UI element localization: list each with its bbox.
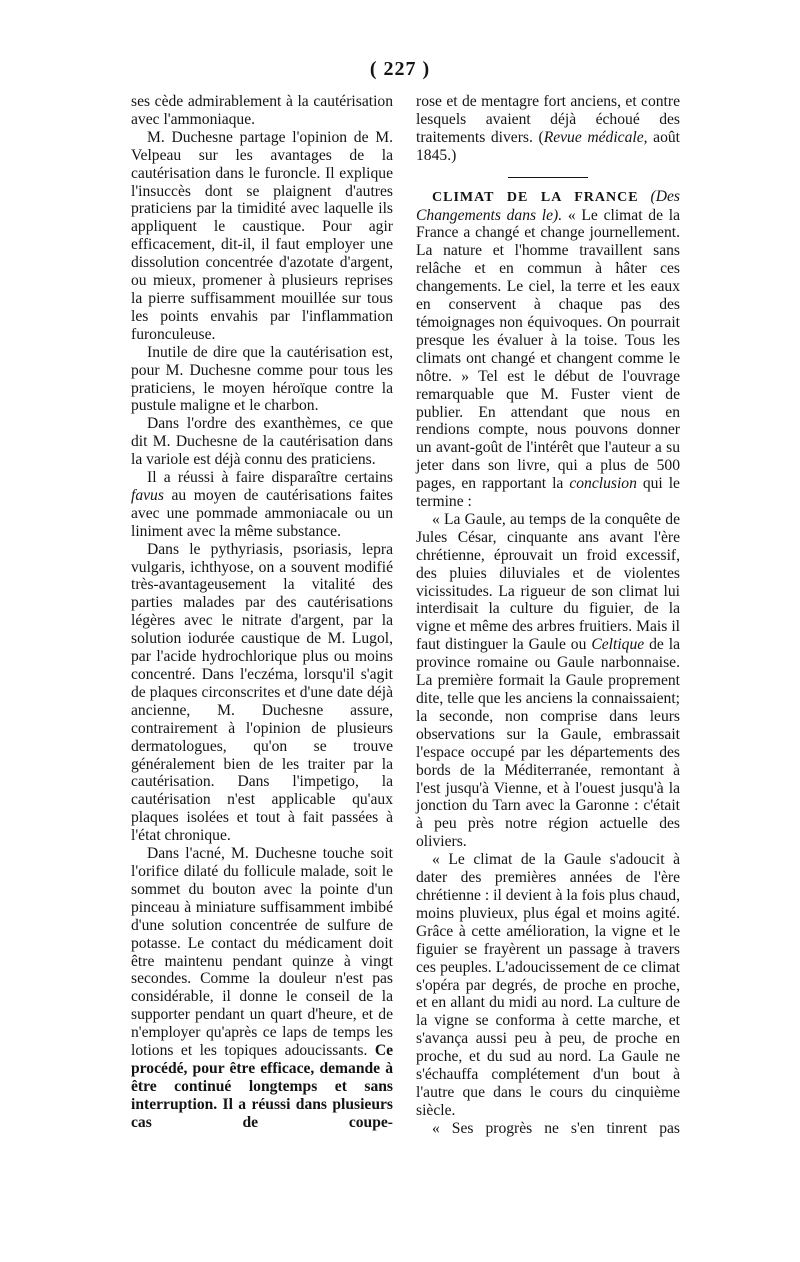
text-span: Il a réussi à faire disparaître certains [147,469,393,487]
text-span: au moyen de cautérisations faites avec une pommade ammoniacale ou un liniment avec la même substance. [131,486,393,540]
paragraph [416,511,680,851]
paragraph: Dans le pythyriasis, psoriasis, lepra vulgaris, ichthyose, on a souvent modifié très-avantageusement la vitalité des parties malades par des cautérisations légères avec le nitrate d'argent, par la solution iodurée caustique de M. Lugol, par l'acide hydrochlorique plus ou moins concentré. Dans l'eczéma, lorsqu'il s'agit de plaques circonscrites et d'une date déjà ancienne, M. Duchesne assure, contrairement à l'opinion de plusieurs dermatologues, qu'on se trouve généralement bien de les traiter par la cautérisation. Dans l'impetigo, la cautérisation n'est applicable qu'aux plaques isolées et tout à fait passées à l'état chronique. [131,540,393,845]
page-number: ( 227 ) [369,58,431,80]
section-subtitle: (Des Changements dans le). [416,187,680,224]
section-heading: CLIMAT DE LA FRANCE [432,189,639,205]
paragraph: Inutile de dire que la cautérisation est, pour M. Duchesne comme pour tous les praticiens, le moyen héroïque contre la pustule maligne et le charbon. [131,343,393,415]
italic-term: favus [131,486,164,504]
paragraph [131,469,393,541]
italic-term: Celtique [591,636,645,654]
left-column [131,93,393,1132]
paragraph: ses cède admirablement à la cautérisation avec l'ammoniaque. [131,93,393,128]
paragraph: « Ses progrès ne s'en tinrent pas [432,1119,680,1137]
paragraph [416,93,680,165]
text-span: « Le climat de la France a changé et change journellement. La nature et l'homme travaillent sans relâche et en commun à hâter ces changements. Le ciel, la terre et les eaux en conservent à chaque pas des témoignages non équivoques. On pourrait presque les évaluer à la toise. Tous les climats ont changé et changent comme le nôtre. » Tel est le début de l'ouvrage remarquable que M. Fuster vient de publier. En attendant que nous en rendions compte, nous pouvons donner un avant-goût de l'intérêt que l'auteur a su jeter dans son livre, qui a plus de 500 pages, en rapportant la [416,206,680,493]
text-span: rose et de mentagre fort anciens, et contre lesquels avaient déjà échoué des traitements divers. ( [416,93,680,146]
text-span: « La Gaule, au temps de la conquête de Jules César, cinquante ans avant l'ère chrétienne, éprouvait un froid excessif, des pluies diluviales et de violentes vicissitudes. La rigueur de son climat lui interdisait la culture du figuier, de la vigne et même des arbres fruitiers. Mais il faut distinguer la Gaule ou [416,510,680,654]
paragraph: Dans l'ordre des exanthèmes, ce que dit M. Duchesne de la cautérisation dans la variole est déjà connu des praticiens. [131,415,393,469]
text-span: août 1845.) [416,128,681,164]
italic-term: conclusion [569,475,637,493]
paragraph: « Le climat de la Gaule s'adoucit à dater des premières années de l'ère chrétienne : il devient à la fois plus chaud, moins pluvieux, plus égal et moins agité. Grâce à cette amélioration, la vigne et le figuier se frayèrent un passage à travers ces peuples. L'adoucissement de ce climat s'opéra par degrés, de proche en proche, et en allant du midi au nord. La culture de la vigne se conforma à cette marche, et s'avança aussi peu à peu, de proche en proche, et du sud au nord. La Gaule ne s'échauffa complétement d'un bout à l'autre que dans le cours du cinquième siècle. [416,851,680,1119]
bold-text-span: Ce procédé, pour être efficace, demande à être continué longtemps et sans interruption. Il a réussi dans plusieurs cas de coupe- [131,1042,393,1131]
text-span: de la province romaine ou Gaule narbonnaise. La première formait la Gaule proprement dite, telle que les anciens la connaissaient; la seconde, non comprise dans leurs observations sur la Gaule, embrassait l'espace occupé par les départements des bords de la Méditerranée, remontant à l'est jusqu'à Vienne, et à l'ouest jusqu'à la jonction du Tarn avec la Garonne : c'était à peu près notre région actuelle des oliviers. [416,636,680,851]
text-span: Dans l'acné, M. Duchesne touche soit l'orifice dilaté du follicule malade, soit le sommet du bouton avec la pointe d'un pinceau à miniature suffisamment imbibé d'une solution concentrée de sulfure de potasse. Le contact du médicament doit être maintenu pendant quinze à vingt secondes. Comme la douleur n'est pas considérable, il donne le conseil de la supporter pendant un quart d'heure, et de n'employer qu'après ce laps de temps les lotions et les topiques adoucissants. [131,845,393,1060]
paragraph [131,845,393,1132]
paragraph: M. Duchesne partage l'opinion de M. Velpeau sur les avantages de la cautérisation dans le furoncle. Il explique l'insuccès dont se plaignent d'autres praticiens par la timidité avec laquelle ils appliquent le caustique. Pour agir efficacement, dit-il, il faut employer une dissolution concentrée d'azotate d'argent, ou mieux, promener à plusieurs reprises la pierre suffisamment mouillée sur tous les points envahis par l'inflammation furonculeuse. [131,128,393,343]
section-divider [508,177,588,178]
text-span: qui le termine : [416,475,680,511]
right-column [416,93,680,1138]
italic-citation: Revue médicale, [543,128,648,146]
section-paragraph [416,188,680,511]
